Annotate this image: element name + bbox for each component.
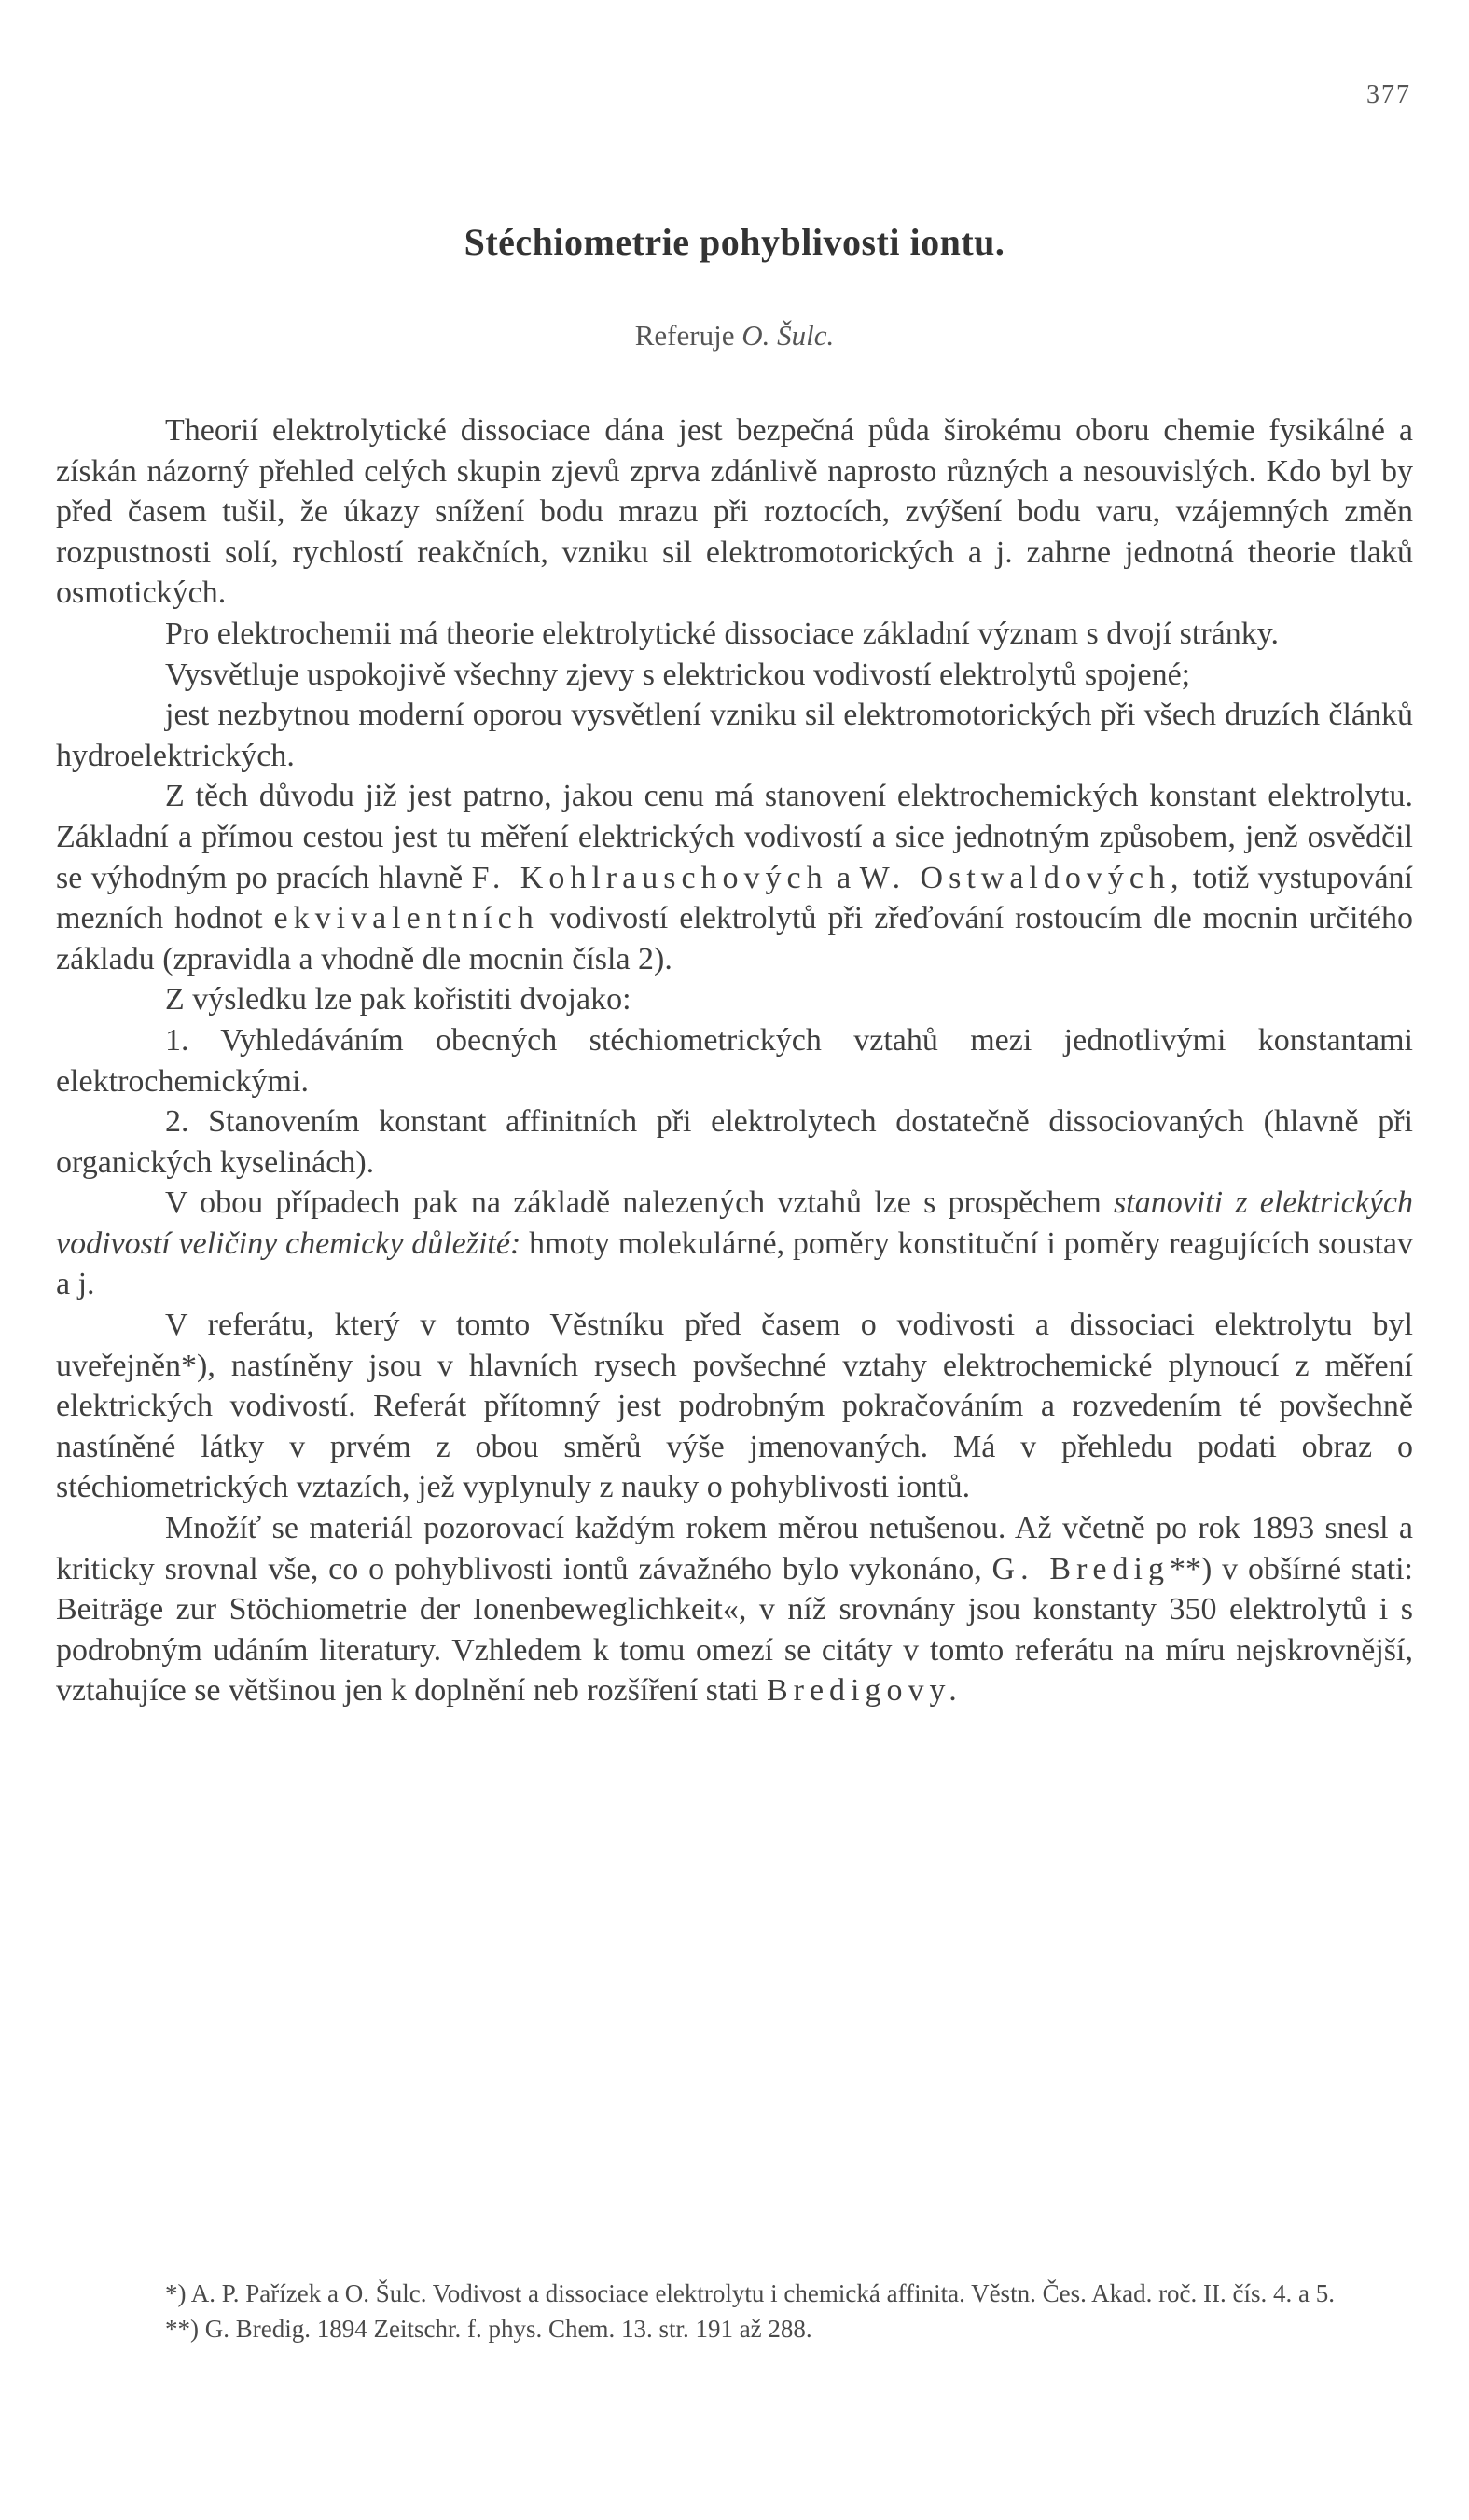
paragraph — [56, 1183, 1413, 1305]
author-name: F. Kohlrauschových — [471, 860, 828, 895]
paragraph: 2. Stanovením konstant affinitních při elektrolytech dostatečně dissociovaných (hlavně při organických kyselinách). — [56, 1104, 1413, 1180]
paragraph: jest nezbytnou moderní oporou vysvětlení vzniku sil elektromotorických při všech druzích článků hydroelektrických. — [56, 698, 1413, 773]
author-name: G. Bredig — [991, 1551, 1170, 1586]
paragraph: Z výsledku lze pak kořistiti dvojako: — [165, 982, 631, 1018]
article-body — [56, 410, 1413, 1711]
text-run: **) v obšírné stati: Beiträge zur Stöchiometrie der Ionenbeweglichkeit«, v níž srovnány jsou konstanty 350 elektrolytů i s podrobným udáním literatury. Vzhledem k tomu omezí se citáty v tomto referátu na míru nejskrovnější, vztahujíce se většinou jen k doplnění neb rozšíření stati — [56, 1551, 1414, 1709]
footnotes — [56, 2276, 1413, 2347]
text-run: Množíť se materiál pozorovací každým rokem měrou netušenou. Až včetně po rok 1893 snesl a kriticky srovnal vše, co o pohyblivosti iontů závažného bylo vykonáno, — [56, 1511, 1413, 1586]
paragraph — [56, 776, 1413, 979]
text-run: totiž vystupování mezních hodnot — [56, 860, 1414, 936]
paragraph: 1. Vyhledáváním obecných stéchiometrických vztahů mezi jednotlivými konstantami elektrochemickými. — [56, 1022, 1413, 1099]
article-title: Stéchiometrie pohyblivosti iontu. — [464, 221, 1005, 263]
text-run: V obou případech pak na základě nalezených vztahů lze s prospěchem — [165, 1185, 1115, 1221]
author-name: W. Ostwaldových, — [859, 860, 1185, 895]
text-run: Z těch důvodu již jest patrno, jakou cenu má stanovení elektrochemických konstant elektrolytu. Základní a přímou cestou jest tu měření elektrických vodivostí a sice jednotným způsobem, jenž osvědčil se výhodným po pracích hlavně — [56, 779, 1413, 895]
paragraph: Pro elektrochemii má theorie elektrolytické dissociace základní význam s dvojí stránky. — [165, 616, 1280, 651]
page-number: 377 — [1366, 80, 1411, 109]
italic-run: stanoviti z elektrických vodivostí veličiny chemicky důležité: — [56, 1185, 1413, 1261]
byline-author: O. Šulc. — [741, 319, 835, 352]
byline — [0, 319, 1469, 353]
text-run: a — [827, 860, 860, 895]
footnote: *) A. P. Pařízek a O. Šulc. Vodivost a dissociace elektrolytu i chemická affinita. Věstn. Čes. Akad. roč. II. čís. 4. a 5. — [165, 2279, 1335, 2307]
text-run: hmoty molekulárné, poměry konstituční i poměry reagujících soustav a j. — [56, 1225, 1414, 1302]
byline-prefix: Referuje — [634, 319, 735, 352]
paragraph: Theorií elektrolytické dissociace dána jest bezpečná půda širokému oboru chemie fysikálné a získán názorný přehled celých skupin zjevů zprva zdánlivě naprosto různých a nesouvislých. Kdo byl by před časem tušil, že úkazy snížení bodu mrazu při roztocích, zvýšení bodu varu, vzájemných změn rozpustnosti solí, rychlostí reakčních, vzniku sil elektromotorických a j. zahrne jednotná theorie tlaků osmotických. — [56, 413, 1413, 611]
paragraph: Vysvětluje uspokojivě všechny zjevy s elektrickou vodivostí elektrolytů spojené; — [165, 657, 1191, 692]
paragraph — [56, 1508, 1413, 1711]
footnote: **) G. Bredig. 1894 Zeitschr. f. phys. Chem. 13. str. 191 až 288. — [165, 2315, 812, 2343]
emphasized-term: ekvivalentních — [273, 901, 539, 936]
text-run: vodivostí elektrolytů při zřeďování rostoucím dle mocnin určitého základu (zpravidla a vhodně dle mocnin čísla 2). — [56, 901, 1413, 976]
author-name: Bredigovy. — [766, 1673, 963, 1709]
paragraph: V referátu, který v tomto Věstníku před časem o vodivosti a dissociaci elektrolytu byl uveřejněn*), nastíněny jsou v hlavních rysech povšechné vztahy elektrochemické plynoucí z měření elektrických vodivostí. Referát přítomný jest podrobným pokračováním a rozvedením té povšechně nastíněné látky v prvém z obou směrů výše jmenovaných. Má v přehledu podati obraz o stéchiometrických vztazích, jež vyplynuly z nauky o pohyblivosti iontů. — [56, 1308, 1413, 1505]
